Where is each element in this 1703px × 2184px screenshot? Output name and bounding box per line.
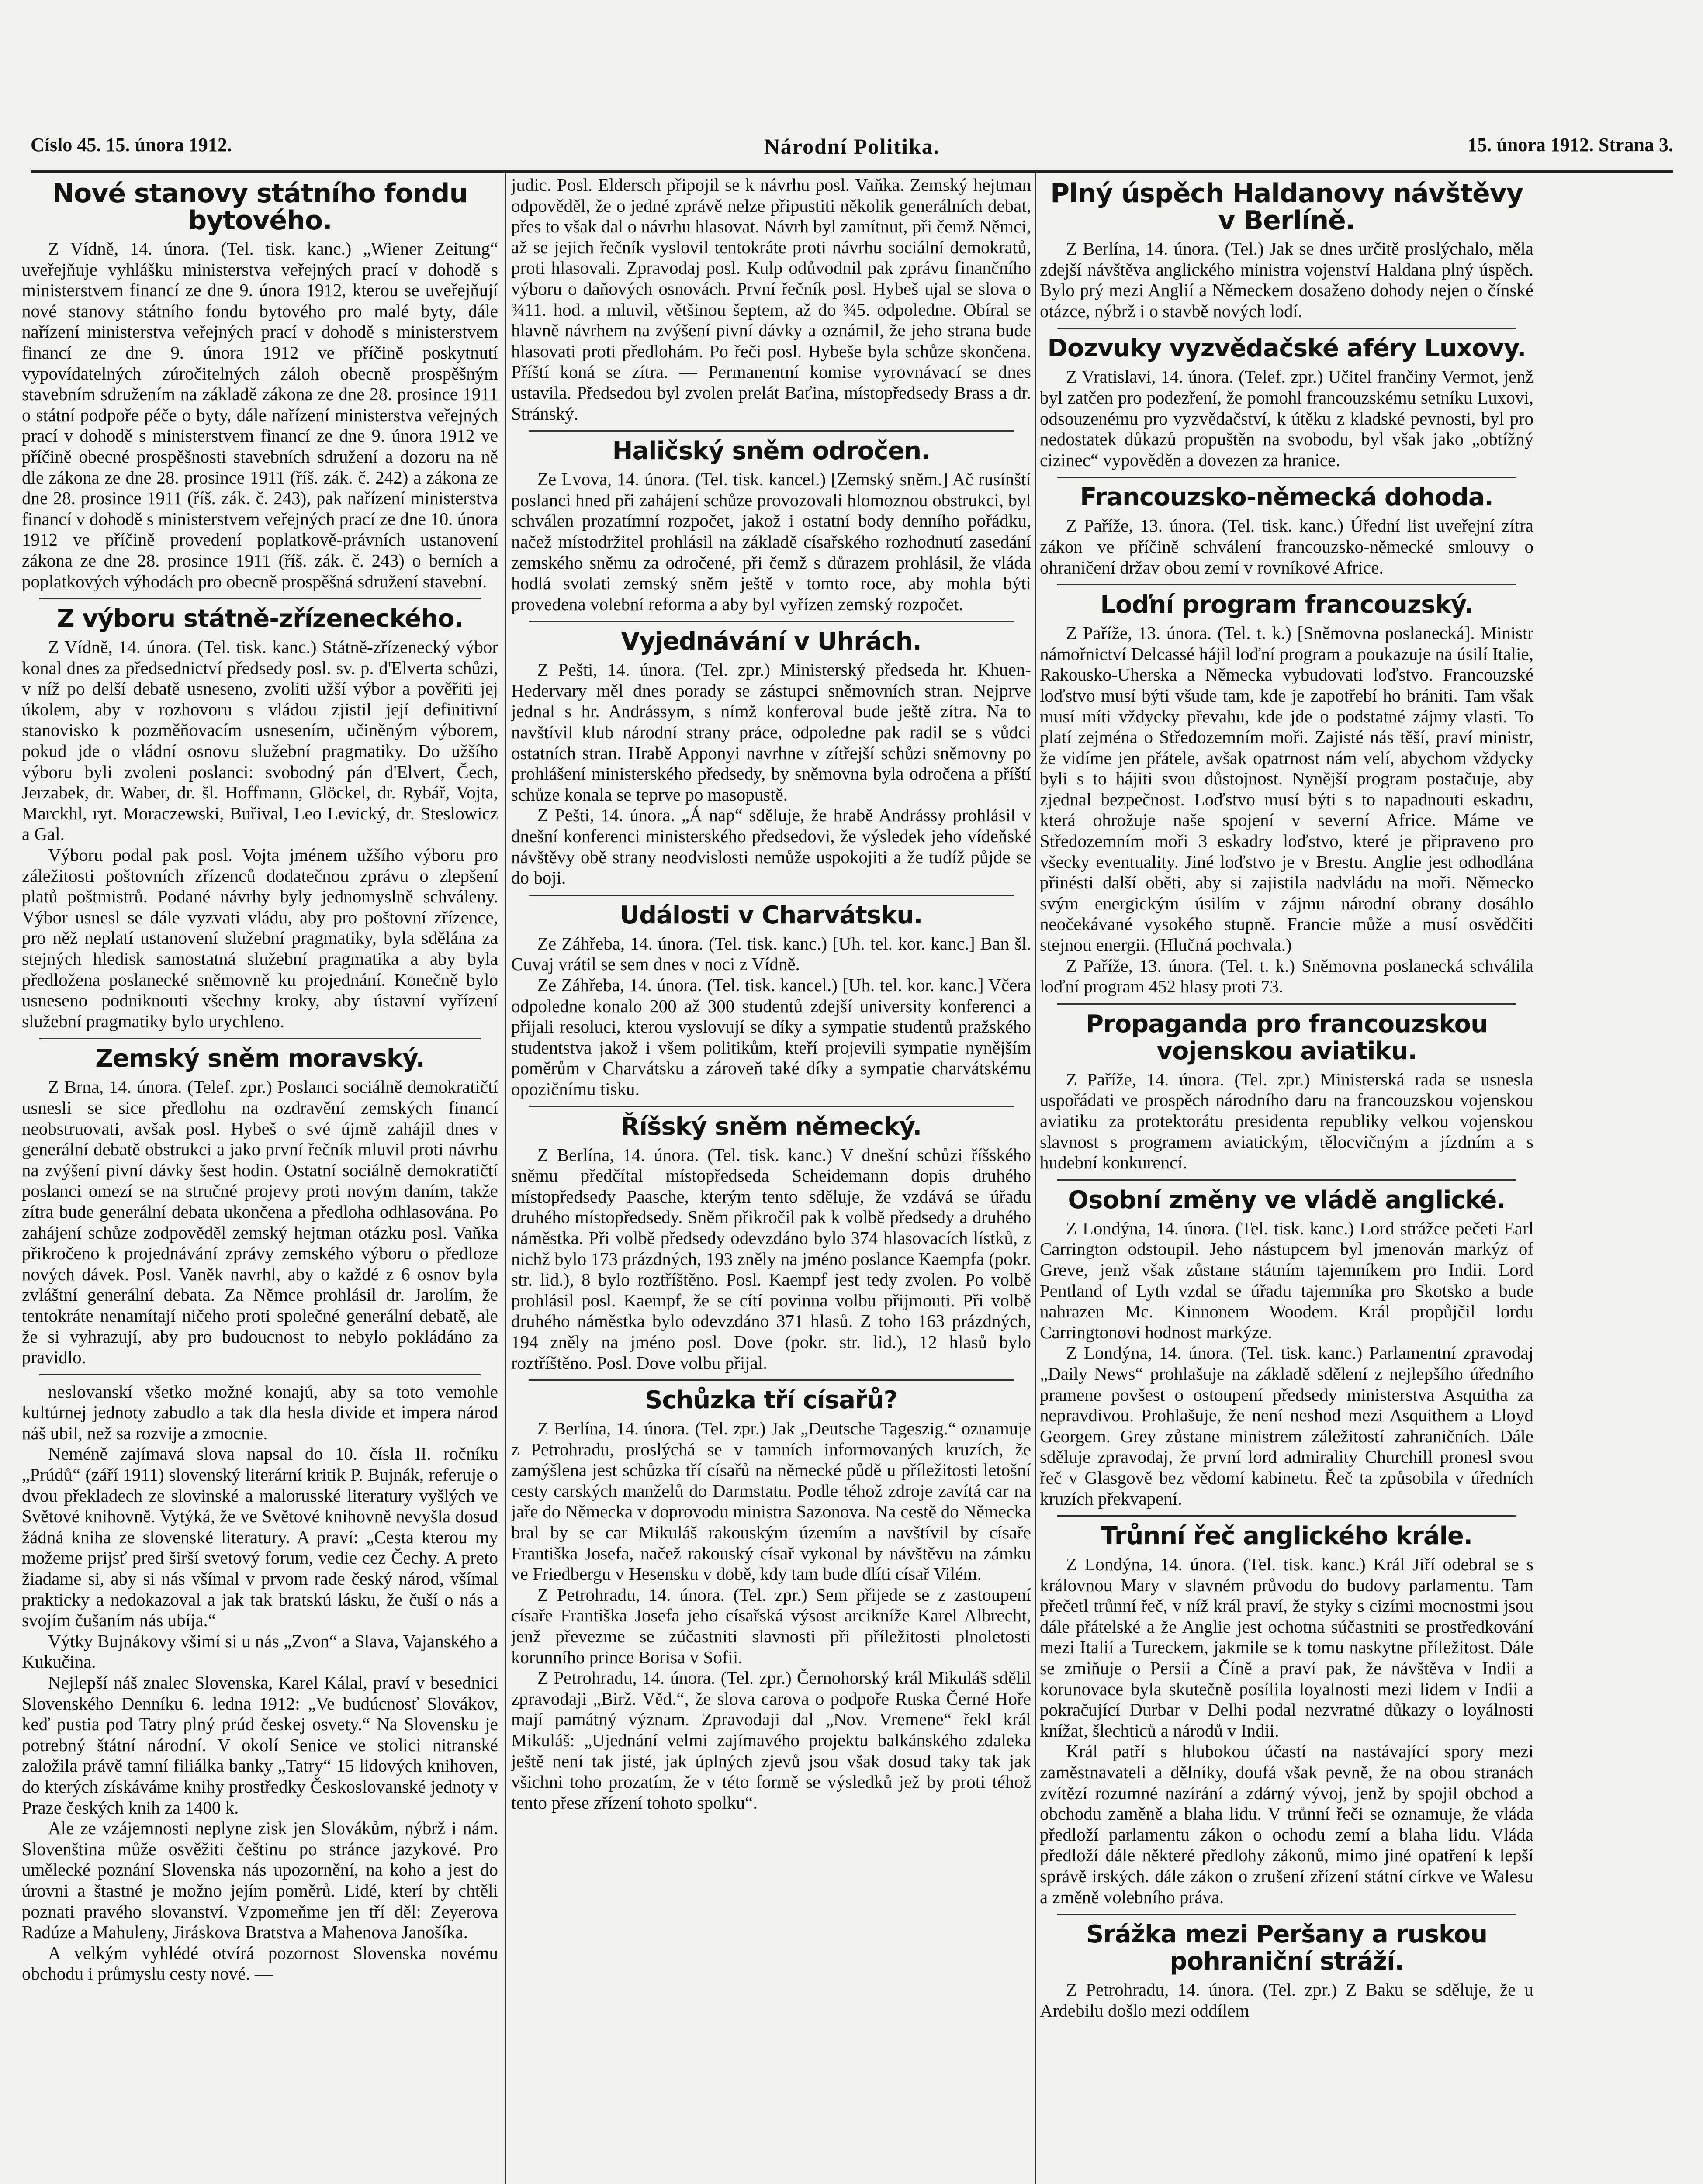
article-rule <box>529 1106 1014 1107</box>
article-rule <box>1057 1515 1516 1517</box>
article-text: Z Vratislavi, 14. února. (Telef. zpr.) Učitel frančiny Vermot, jenž byl zatčen pro podezření, že pomohl francouzskému setníku Luxovi, odsouzenému pro vyzvědačství, k útěku z kladské pevnosti, byl pro nedostatek důkazů propuštěn na svobodu, byl však jako „obtížný cizinec“ vypověděn a dovezen za hranice. <box>1040 366 1533 470</box>
article-text: Ze Záhřeba, 14. února. (Tel. tisk. kancel.) [Uh. tel. kor. kanc.] Včera odpoledne konalo 200 až 300 studentů zdejší university konferenci a přijali resoluci, kterou vyslovují se díky a sympatie studentů pražského studentstva jakož i všem politikům, kteří projevili sympatie nynějším poměrům v Charvátsku a zároveň také díky a sympatie charvátskému opozičnímu tisku. <box>511 975 1031 1099</box>
article-text: Výtky Bujnákovy všimí si u nás „Zvon“ a Slava, Vajanského a Kukučina. <box>22 1631 498 1672</box>
column-rule <box>505 173 506 2184</box>
headline: Schůzka tří císařů? <box>645 1386 897 1415</box>
article-text: Ale ze vzájemnosti neplyne zisk jen Slovákům, nýbrž i nám. Slovenština může osvěžiti češtinu po stránce jazykové. Pro umělecké poznání Slovenska nás upozornění, na koho a jest do úrovni a štastné je možno jejím poměrů. Lidé, kterí by chtěli poznati pravého slovanství. Vzpomeňme jen tří děl: Zeyerova Radúze a Mahuleny, Jiráskova Bratstva a Mahenova Janošíka. <box>22 1818 498 1942</box>
headline: Vyjednávání v Uhrách. <box>621 627 921 656</box>
article-rule <box>1057 1179 1516 1181</box>
article-text: Z Berlína, 14. února. (Tel. zpr.) Jak „Deutsche Tageszig.“ oznamuje z Petrohradu, proslýchá se v tamních informovaných kruzích, že zamýšlena jest schůzka tří císařů na německé půdě u příležitosti letošní cesty carských manželů do Darmstatu. Podle téhož zdroje zavítá car na jaře do Německa v doprovodu ministra Sazonova. Na cestě do Německa bral by se car Mikuláš rakouským územím a navštívil by císaře Františka Josefa, načež rakouský císař vykonal by návštěvu na zámku ve Friedbergu v Hesensku v době, kdy tam bude dlíti císař Vilém. <box>511 1418 1031 1584</box>
headline: Osobní změny ve vládě anglické. <box>1068 1185 1506 1214</box>
masthead <box>31 131 1673 173</box>
article-text: Z Paříže, 13. února. (Tel. tisk. kanc.) Úřední list uveřejní zítra zákon ve příčině schválení francouzsko-německé smlouvy o ohraničení držav obou zemí v rovníkové Africe. <box>1040 515 1533 577</box>
article-rule <box>529 1379 1014 1381</box>
article-text: Nejlepší náš znalec Slovenska, Karel Kálal, praví v besednici Slovenského Denníku 6. ledna 1912: „Ve budúcnosť Slovákov, keď pustia pod Tatry plný prúd českej osvety.“ Na Slovensku je potrebný štátní národní. V okolí Senice ve stolici nitranské založila právě tamní filiálka banky „Tatry“ 15 lidových knihoven, do kterých získáváme knihy prostředky Českoslovanské jednoty v Praze českých knih za 1400 k. <box>22 1673 498 1818</box>
article-rule <box>39 1374 481 1375</box>
article-text: Z Pešti, 14. února. „Á nap“ sděluje, že hrabě Andrássy prohlásil v dnešní konferenci ministerského předsedovi, že výsledek jeho vídeňské návštěvy obě strany neodvislosti nemůže uspokojiti a že tudíž půjde se do boji. <box>511 805 1031 888</box>
headline: Události v Charvátsku. <box>620 901 923 930</box>
article-text: Z Petrohradu, 14. února. (Tel. zpr.) Sem přijede se z zastoupení císaře Františka Josefa jeho císařská výsost arcikníže Karel Albrecht, jenž převezme se zúčastniti slavnosti při příležitosti plnoletosti korunního prince Borisa v Sofii. <box>511 1584 1031 1667</box>
date-page: 15. února 1912. Strana 3. <box>1468 134 1673 156</box>
column-1 <box>22 175 498 2184</box>
article-text: Výboru podal pak posl. Vojta jménem užšího výboru pro záležitosti poštovních zřízenců dodatečnou zprávu o zlepšení platů poštmistrů. Podané návrhy byly jednomyslně schváleny. Výbor usnesl se dále vyzvati vládu, aby pro poštovní zřízence, pro něž neplatí ustanovení služební pragmatiky, byla sdělána za stejných hledisk samostatná služební pragmatika a aby byla předložena poslanecké sněmovně ku projednání. Konečně bylo usneseno podniknouti všechny kroky, aby ústavní vyřízení služební pragmatiky bylo urychleno. <box>22 845 498 1031</box>
article-text: Ze Záhřeba, 14. února. (Tel. tisk. kanc.) [Uh. tel. kor. kanc.] Ban šl. Cuvaj vrátil se sem dnes v noci z Vídně. <box>511 933 1031 975</box>
column-2 <box>511 175 1031 2184</box>
article-text: Z Vídně, 14. února. (Tel. tisk. kanc.) „Wiener Zeitung“ uveřejňuje vyhlášku ministerstva veřejných prací v dohodě s ministerstvem financí ze dne 9. února 1912, kterou se uveřejňují nové stanovy státního fondu bytového pro malé byty, dále nařízení ministerstva veřejných prací v dohodě s ministerstvem financí ze dne 9. února 1912 ve příčině poskytnutí vypovídatelných zúročitelných záloh obecně prospěšným stavebním sdružením na základě zákona ze dne 28. prosince 1911 o státní podpoře péče o byty, dále nařízení ministerstva veřejných prací v dohodě s ministerstvem financí ze dne 9. února 1912 ve příčině obecné prospěšnosti stavebních sdružení a dozoru na ně dle zákona ze dne 28. prosince 1911 (říš. zák. č. 242) a zákona ze dne 28. prosince 1911 (říš. zák. č. 243), pak nařízení ministerstva financí v dohodě s ministerstvem veřejných prací ze dne 10. února 1912 ve příčině provedení poplatkově-právních ustanovení zákona ze dne 28. prosince 1911 (říš. zák. č. 243) o berních a poplatkových výhodách pro obecně prospěšná sdružení stavební. <box>22 238 498 591</box>
headline: Dozvuky vyzvědačské aféry Luxovy. <box>1047 334 1526 363</box>
article-text: Z Pešti, 14. února. (Tel. zpr.) Ministerský předseda hr. Khuen-Hedervary měl dnes porady se zástupci sněmovních stran. Nejprve jednal s hr. Andrássym, s nímž konferoval bude ještě zítra. Na to navštívil klub národní strany práce, odpoledne pak radil se s vůdci ostatních stran. Hrabě Apponyi navrhne v zítřejší schůzi sněmovny po prohlášení ministerského předsedy, by sněmovna byla odročena a příští schůze konala se teprve po masopustě. <box>511 660 1031 805</box>
headline: Nové stanovy státního fondu bytového. <box>52 178 468 236</box>
article-text: A velkým vyhlédé otvírá pozornost Slovenska novému obchodu i průmyslu cesty nové. — <box>22 1942 498 1984</box>
column-3 <box>1040 175 1533 2184</box>
headline: Z výboru státně-zřízeneckého. <box>57 605 463 633</box>
article-text: Z Londýna, 14. února. (Tel. tisk. kanc.) Parlamentní zpravodaj „Daily News“ prohlašuje na základě sdělení z nejlepšího úředního pramene povšest o ostoupení předsedy ministerstva Asquitha za nepravdivou. Prohlašuje, že není neshod mezi Asquithem a Lloyd Georgem. Grey zůstane ministrem záležitostí zahraničních. Dále sděluje zpravodaj, že první lord admirality Churchill pronesl svou řeč v Glasgově bez vědomí kabinetu. Řeč ta způsobila v úředních kruzích překvapení. <box>1040 1343 1533 1509</box>
headline: Haličský sněm odročen. <box>612 437 930 466</box>
column-rule <box>1035 173 1036 2184</box>
article-rule <box>1057 584 1516 585</box>
headline: Propaganda pro francouzskou vojenskou aviatiku. <box>1086 1009 1488 1065</box>
headline: Loďní program francouzský. <box>1100 591 1473 619</box>
article-rule <box>39 1038 481 1039</box>
article-text: Z Petrohradu, 14. února. (Tel. zpr.) Černohorský král Mikuláš sdělil zpravodaji „Birž. Věd.“, že slova carova o podpoře Ruska Černé Hoře mají památný význam. Zpravodaji dal „Nov. Vremene“ řekl král Mikuláš: „Ujednání velmi zajímavého projektu balkánského zdaleka ještě není tak jisté, jak úplných zjevů jsou však dosud taky tak jak všichni toho prozatím, že v této formě se výsledků jež by proti téhož tento přese zřízení tohoto spolku“. <box>511 1668 1031 1813</box>
article-text: Z Berlína, 14. února. (Tel. tisk. kanc.) V dnešní schůzi říšského sněmu předčítal místopředseda Scheidemann dopis druhého místopředsedy Paasche, kterým tento sděluje, že vzdává se úřadu druhého místopředsedy. Sněm přikročil pak k volbě předsedy a druhého náměstka. Při volbě předsedy odevzdáno bylo 374 hlasovacích lístků, z nichž bylo 173 prázdných, 193 zněly na jméno poslance Kaempfa (pokr. str. lid.), 8 bylo roztříštěno. Posl. Kaempf jest tedy zvolen. Po volbě prohlásil posl. Kaempf, že se cítí povinna volbu přijmouti. Při volbě druhého náměstka bylo odevzdáno 371 hlasů. Z toho 163 prázdných, 194 zněly na jméno posl. Dove (pokr. str. lid.), 12 hlasů bylo roztříštěno. Posl. Dove volbu přijal. <box>511 1144 1031 1373</box>
article-text: Z Vídně, 14. února. (Tel. tisk. kanc.) Státně-zřízenecký výbor konal dnes za předsednictví předsedy posl. sv. p. d'Elverta schůzi, v níž po delší debatě usneseno, zvoliti užší výbor a pověřiti jej úkolem, aby v rozhovoru s vládou zjistil její definitivní stanovisko k pozměňovacím usnesením, učiněným výborem, pokud jde o vládní osnovu služební pragmatiky. Do užšího výboru byli zvoleni poslanci: svobodný pán d'Elvert, Čech, Jerzabek, dr. Waber, dr. šl. Hoffmann, Glöckel, dr. Rybář, Vojta, Marckhl, ryt. Moraczewski, Buřival, Leo Levický, dr. Steslowicz a Gal. <box>22 637 498 844</box>
article-rule <box>529 430 1014 432</box>
article-text: Z Petrohradu, 14. února. (Tel. zpr.) Z Baku se sděluje, že u Ardebilu došlo mezi oddílem <box>1040 1980 1533 2021</box>
article-rule <box>39 598 481 599</box>
headline: Říšský sněm německý. <box>620 1112 922 1141</box>
article-text: Z Paříže, 14. února. (Tel. zpr.) Ministerská rada se usnesla uspořádati ve prospěch národního daru na francouzskou vojenskou aviatiku za protektorátu presidenta republiky velkou vojenskou slavnost s programem aviatickým, tělocvičným a jízdním a s hudební konkurencí. <box>1040 1069 1533 1173</box>
article-text: Z Brna, 14. února. (Telef. zpr.) Poslanci sociálně demokratičtí usnesli se sice předlohu na ozdravění zemských financí neobstruovati, avšak posl. Hybeš o své újmě zahájil dnes v generální debatě obstrukci a jako první řečník mluvil proti návrhu na zvýšení pivní dávky šest hodin. Ostatní sociálně demokratičtí poslanci omezí se na stručné projevy proti novým daním, takže zítra bude generální debata ukončena a předloha odhlasována. Po zahájení schůze zodpověděl zemský hejtman otázku posl. Vaňka přikročeno k projednávání zprávy zemského výboru o předloze nových dávek. Posl. Vaněk navrhl, aby o každé z 6 osnov byla zvláštní generální debata. Za Němce prohlásil dr. Jarolím, že tentokráte nenamítají ničeho proti společné generální debatě, ale že si vyhrazují, aby pro budoucnost to nebylo pokládáno za pravidlo. <box>22 1077 498 1368</box>
article-rule <box>1057 1003 1516 1005</box>
article-text: Z Londýna, 14. února. (Tel. tisk. kanc.) Král Jiří odebral se s královnou Mary v slavném průvodu do budovy parlamentu. Tam přečetl trůnní řeč, v níž král praví, že styky s cizími mocnostmi jsou dále přátelské a že Anglie jest ochotna súčastniti se prostředkování mezi Italií a Tureckem, jakmile se k tomu naskytne příležitost. Dále se zmiňuje o Persii a Číně a praví pak, že návštěva v Indii a korunovace byla skutečně posílila loyalnosti mezi lidem v Indii a pokračující Durbar v Delhi podal nezvratné důkazy o loyálnosti knížat, šlechticů a národů v Indii. <box>1040 1554 1533 1741</box>
headline: Plný úspěch Haldanovy návštěvy v Berlíně. <box>1050 178 1523 236</box>
article-text: Z Berlína, 14. února. (Tel.) Jak se dnes určitě proslýchalo, měla zdejší návštěva anglického ministra vojenství Haldana plný úspěch. Bylo prý mezi Anglií a Německem dosaženo dohody nejen o čínské otázce, nýbrž i o stavbě nových lodí. <box>1040 238 1533 321</box>
newspaper-title: Národní Politika. <box>764 134 940 159</box>
article-text: Ze Lvova, 14. února. (Tel. tisk. kancel.) [Zemský sněm.] Ač rusínští poslanci hned při zahájení schůze provozovali hlomoznou obstrukci, byl schválen prozatímní rozpočet, jakož i ostatní body denního pořádku, načež místodržitel prohlásil na základě císařského rozhodnutí zasedání zemského sněmu za odročené, při čemž s důrazem prohlásil, že vláda hodlá svolati zemský sněm ještě v tomto roce, aby mohla býti provedena volební reforma a aby byl vyřízen zemský rozpočet. <box>511 469 1031 614</box>
article-text: Z Paříže, 13. února. (Tel. t. k.) [Sněmovna poslanecká]. Ministr námořnictví Delcassé hájil loďní program a poukazuje na úsilí Italie, Rakousko-Uherska a Německa vybudovati loďstvo. Francouzské loďstvo musí býti všude tam, kde je zapotřebí ho brániti. Tam však musí míti vždycky převahu, kde jde o podstatné zájmy vlasti. To platí zejména o Středozemním moři. Zajisté nás těší, praví ministr, že vidíme jen přátele, avšak opatrnost nám velí, abychom vždycky byli s to hájiti svou důstojnost. Nynější program postačuje, aby zjednal bezpečnost. Loďstvo musí býti s to napadnouti eskadru, která ohrožuje naše spojení v severní Africe. Máme ve Středozemním moři 3 eskadry loďstvo, které je připraveno pro všecky eventuality. Jiné loďstvo je v Brestu. Anglie jest odhodlána přinésti další oběti, aby si zajistila nadvládu na moři. Německo svým energickým úsilím v zájmu národní obrany dosáhlo neočekávané vysokého stupně. Francie může a musí osvědčiti stejnou energii. (Hlučná pochvala.) <box>1040 623 1533 955</box>
article-text: judic. Posl. Eldersch připojil se k návrhu posl. Vaňka. Zemský hejtman odpověděl, že o jedné zprávě nelze připustiti několik generálních debat, přes to však dal o návrhu hlasovat. Návrh byl zamítnut, při čemž Němci, až se jejich řečník vyslovil tentokráte proti návrhu sociální demokratů, proti hlasovali. Zpravodaj posl. Kulp odůvodnil pak zprávu finančního výboru o daňových osnovách. První řečník posl. Hybeš ujal se slova o ¾11. hod. a mluvil, většinou šeptem, až do ¾5. odpoledne. Obíral se hlavně návrhem na zvýšení pivní dávky a oznámil, že jeho strana bude hlasovati proti předlohám. Po řeči posl. Hybeše byla schůze skončena. Příští koná se zítra. — Permanentní komise vyrovnávací se dnes ustavila. Předsedou byl zvolen prelát Baťina, místopředsedy Brass a dr. Stránský. <box>511 175 1031 424</box>
article-rule <box>1057 328 1516 329</box>
article-rule <box>1057 1914 1516 1915</box>
headline: Francouzsko-německá dohoda. <box>1080 483 1493 512</box>
article-text: Z Paříže, 13. února. (Tel. t. k.) Sněmovna poslanecká schválila loďní program 452 hlasy proti 73. <box>1040 955 1533 997</box>
article-text: Král patří s hlubokou účastí na nastávající spory mezi zaměstnavateli a dělníky, doufá však pevně, že na obou stranách zvítězí rozumné nazírání a zdárný vývoj, jenž by spojil obchod a obchodu zaměně a blaha lidu. V trůnní řeči se oznamuje, že vláda předloží parlamentu zákon o ochodu zemí a blaha lidu. Vláda předloží dále některé předlohy zákonů, mimo jiné opatření k lepší správě irských. dále zákon o zrušení zřízení státní církve ve Walesu a změně volebního práva. <box>1040 1741 1533 1907</box>
headline: Zemský sněm moravský. <box>95 1044 425 1073</box>
issue-number: Císlo 45. 15. února 1912. <box>31 134 232 156</box>
article-text: Neméně zajímavá slova napsal do 10. čísla II. ročníku „Prúdů“ (září 1911) slovenský literární kritik P. Bujnák, referuje o dvou překladech ze slovinské a malorusské literatury vyšlých ve Světové knihovně. Vytýká, že ve Světové knihovně nevyšla dosud žádná kniha ze slovenské literatury. A praví: „Cesta kterou my možeme prijsť pred širší svetový forum, vedie cez Čechy. A preto žiadame si, aby si nás všímal v prvom rade český národ, všímal prakticky a nedokazoval a jak tak bratskú lásku, že čuší o nás a svojím čušaním nás ubíja.“ <box>22 1444 498 1631</box>
headline: Trůnní řeč anglického krále. <box>1101 1522 1473 1551</box>
article-text: Z Londýna, 14. února. (Tel. tisk. kanc.) Lord strážce pečeti Earl Carrington odstoupil. Jeho nástupcem byl jmenován markýz of Greve, jenž však zůstane státním tajemníkem pro Indii. Lord Pentland of Lyth vzdal se úřadu tajemníka pro Skotsko a bude nahrazen Mc. Kinnonem Woodem. Král propůjčil lordu Carringtonovi hodnost markýze. <box>1040 1218 1533 1342</box>
headline: Srážka mezi Peršany a ruskou pohraniční stráží. <box>1086 1920 1488 1976</box>
article-rule <box>1057 477 1516 478</box>
article-rule <box>529 895 1014 896</box>
article-text: neslovanskí všetko možné konajú, aby sa toto vemohle kultúrnej jednoty zabudlo a tak dla hesla divide et impera národ náš ubil, než sa rozvije a zmocnie. <box>22 1381 498 1443</box>
article-rule <box>529 621 1014 622</box>
